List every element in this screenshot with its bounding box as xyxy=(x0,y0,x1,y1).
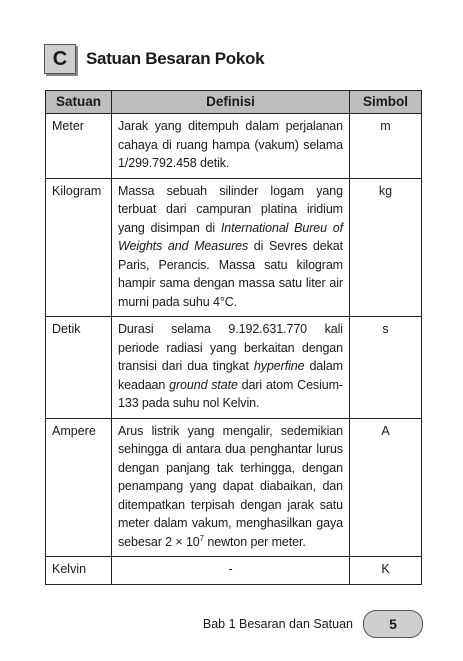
definition-text: dalam keadaan xyxy=(118,359,343,392)
header-definisi: Definisi xyxy=(112,91,350,114)
definition-text: - xyxy=(228,562,233,576)
page-footer xyxy=(203,610,423,638)
definition-cell xyxy=(112,557,350,585)
definition-text: di Sevres dekat Paris, Perancis. Massa satu kilogram hampir sama dengan massa satu liter air murni pada suhu 4°C. xyxy=(118,239,343,309)
unit-cell: Detik xyxy=(46,317,112,419)
definition-cell xyxy=(112,114,350,179)
unit-cell: Kelvin xyxy=(46,557,112,585)
definition-text: International Bureu of Weights and Measures xyxy=(118,220,344,253)
symbol-cell: K xyxy=(350,557,422,585)
definition-cell xyxy=(112,317,350,419)
section-title: Satuan Besaran Pokok xyxy=(86,49,265,68)
definition-text: Massa sebuah silinder logam yang terbuat dari campuran platina iridium yang disimpan di xyxy=(118,183,343,235)
table-row xyxy=(46,114,422,179)
definition-cell xyxy=(112,418,350,557)
definition-cell xyxy=(112,178,350,317)
table-row xyxy=(46,418,422,557)
section-badge: C xyxy=(44,44,76,74)
page-number: 5 xyxy=(363,610,423,638)
unit-cell: Kilogram xyxy=(46,178,112,317)
header-simbol: Simbol xyxy=(350,91,422,114)
section-heading xyxy=(44,44,264,74)
definition-text: dari atom Cesium-133 pada suhu nol Kelvin. xyxy=(118,377,343,410)
definition-text: ground state xyxy=(169,377,238,392)
symbol-cell: kg xyxy=(350,178,422,317)
definition-text: 7 xyxy=(199,533,205,543)
table-header-row xyxy=(46,91,422,114)
table-row xyxy=(46,317,422,419)
symbol-cell: A xyxy=(350,418,422,557)
units-table xyxy=(45,90,422,585)
table-row xyxy=(46,557,422,585)
symbol-cell: m xyxy=(350,114,422,179)
table-row xyxy=(46,178,422,317)
chapter-label: Bab 1 Besaran dan Satuan xyxy=(202,617,353,631)
unit-cell: Meter xyxy=(46,114,112,179)
definition-text: Arus listrik yang mengalir, sedemikian sehingga di antara dua penghantar lurus dengan panjang tak terhingga, dengan penampang yang dapat diabaikan, dan ditempatkan terpisah dengan jarak satu meter dalam vakum, menghasilkan gaya sebesar 2 × 10 xyxy=(118,423,343,549)
definition-text: hyperfine xyxy=(253,359,305,373)
definition-text: Durasi selama 9.192.631.770 kali periode radiasi yang berkaitan dengan transisi dari dua tingkat xyxy=(118,322,343,373)
header-satuan: Satuan xyxy=(46,91,112,114)
definition-text: Jarak yang ditempuh dalam perjalanan cahaya di ruang hampa (vakum) selama 1/299.792.458 detik. xyxy=(118,119,343,170)
definition-text: newton per meter. xyxy=(204,534,306,549)
unit-cell: Ampere xyxy=(46,418,112,557)
symbol-cell: s xyxy=(350,317,422,419)
